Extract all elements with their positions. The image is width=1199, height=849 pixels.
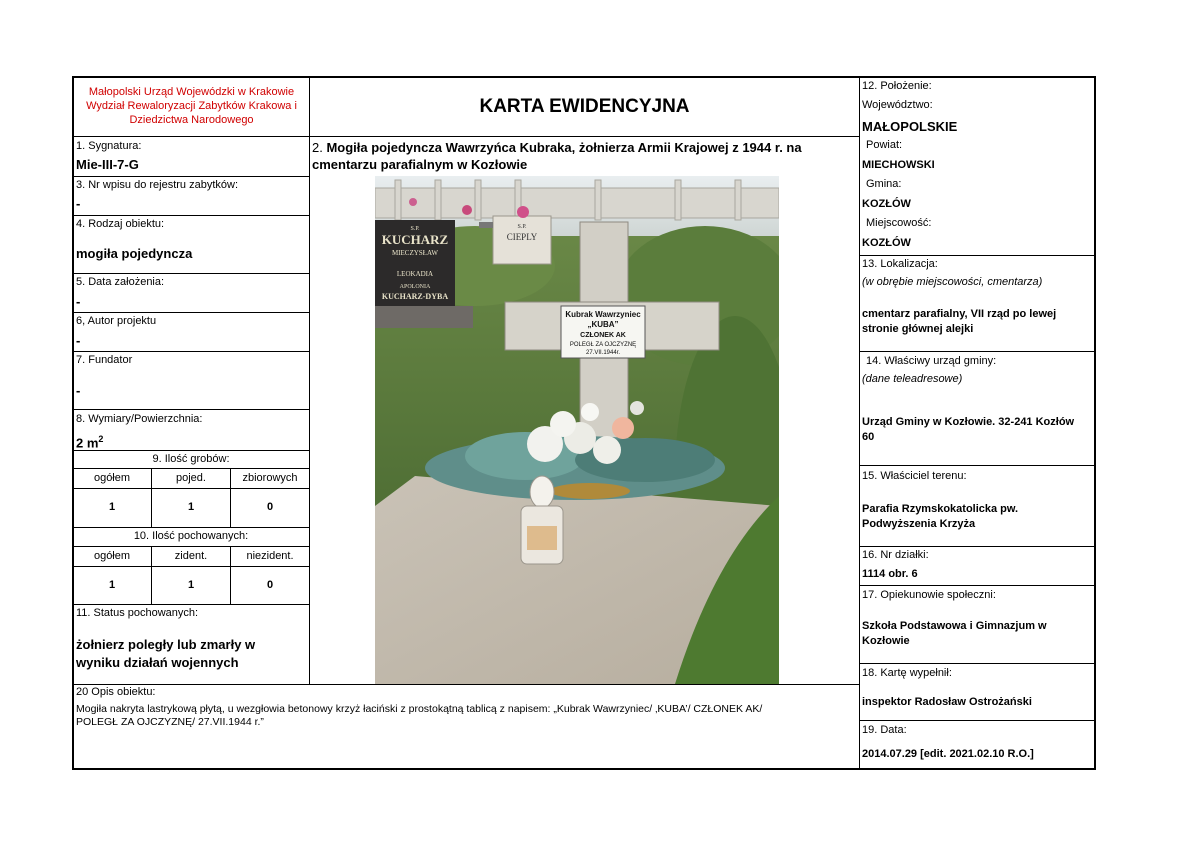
- divider: [859, 351, 1095, 352]
- grobow-value-total: 1: [108, 501, 116, 513]
- autor-label: 6, Autor projektu: [76, 315, 157, 327]
- miejscowosc-label: Miejscowość:: [866, 217, 932, 229]
- urzad-value: [862, 415, 1074, 445]
- gmina-value: KOZŁÓW: [862, 198, 911, 210]
- divider: [73, 527, 309, 528]
- institution-name: [74, 85, 309, 127]
- pochowanych-value-total: 1: [108, 579, 116, 591]
- miejscowosc-value: KOZŁÓW: [862, 237, 911, 249]
- gmina-label: Gmina:: [866, 178, 902, 190]
- pochowanych-header-total: ogółem: [93, 550, 131, 562]
- powiat-label: Powiat:: [866, 139, 903, 151]
- data-zalozenia-value: -: [76, 294, 81, 309]
- wymiary-value: [76, 431, 103, 451]
- plaque-line: 27.VII.1944r.: [585, 350, 621, 356]
- institution-line: Dziedzictwa Narodowego: [129, 114, 254, 126]
- divider: [73, 215, 309, 216]
- tomb-line: APOLONIA: [399, 284, 431, 290]
- grobow-header-collective: zbiorowych: [242, 472, 298, 484]
- tomb-line: MIECZYSŁAW: [391, 249, 439, 257]
- divider: [73, 351, 309, 352]
- status-value: [76, 636, 255, 672]
- fundator-value: -: [76, 383, 81, 398]
- pochowanych-value-unidentified: 0: [266, 579, 274, 591]
- tomb-line: S.P.: [517, 224, 527, 230]
- pochowanych-value-identified: 1: [187, 579, 195, 591]
- grobow-label: 9. Ilość grobów:: [152, 453, 230, 465]
- fundator-label: 7. Fundator: [76, 354, 133, 366]
- urzad-line: 60: [862, 431, 875, 443]
- divider: [73, 566, 309, 567]
- grobow-header-single: pojed.: [176, 472, 206, 484]
- tomb-line: LEOKADIA: [396, 270, 434, 278]
- pochowanych-label: 10. Ilość pochowanych:: [133, 530, 249, 542]
- data-value: 2014.07.29 [edit. 2021.02.10 R.O.]: [862, 748, 1034, 760]
- opis-line: POLEGŁ ZA OJCZYZNĘ/ 27.VII.1944 r.”: [76, 716, 264, 728]
- opiekunowie-line: Kozłowie: [862, 635, 910, 647]
- grobow-header-total: ogółem: [93, 472, 131, 484]
- autor-value: -: [76, 333, 81, 348]
- status-line: wyniku działań wojennych: [76, 655, 239, 670]
- object-name-line: cmentarzu parafialnym w Kozłowie: [312, 157, 528, 172]
- wypelnil-label: 18. Kartę wypełnił:: [862, 667, 952, 679]
- object-name-line: Mogiła pojedyncza Wawrzyńca Kubraka, żołnierza Armii Krajowej z 1944 r. na: [326, 140, 802, 155]
- plaque-line: CZŁONEK AK: [580, 332, 626, 339]
- opiekunowie-line: Szkoła Podstawowa i Gimnazjum w: [862, 620, 1047, 632]
- urzad-hint: (dane teleadresowe): [862, 373, 963, 385]
- grobow-value-collective: 0: [266, 501, 274, 513]
- divider: [73, 409, 309, 410]
- lokalizacja-label: 13. Lokalizacja:: [862, 258, 938, 270]
- tomb-line: KUCHARZ: [381, 232, 449, 247]
- status-label: 11. Status pochowanych:: [76, 607, 199, 619]
- powiat-value: MIECHOWSKI: [862, 159, 935, 171]
- pochowanych-header-unidentified: niezident.: [246, 550, 294, 562]
- grave-photo-illustration: [375, 176, 779, 684]
- wojewodztwo-label: Województwo:: [862, 99, 933, 111]
- urzad-label: 14. Właściwy urząd gminy:: [866, 355, 997, 367]
- rodzaj-value: mogiła pojedyncza: [76, 246, 193, 261]
- institution-line: Małopolski Urząd Wojewódzki w Krakowie: [88, 86, 295, 98]
- divider: [73, 273, 309, 274]
- page-title: KARTA EWIDENCYJNA: [479, 96, 690, 117]
- divider: [73, 604, 309, 605]
- divider: [73, 450, 309, 451]
- divider: [859, 255, 1095, 256]
- wymiary-label: 8. Wymiary/Powierzchnia:: [76, 413, 203, 425]
- opis-value: [76, 703, 762, 729]
- wlasciciel-value: [862, 502, 1018, 532]
- wymiary-exponent: 2: [98, 434, 104, 444]
- dzialka-value: 1114 obr. 6: [862, 568, 918, 580]
- right-column-divider: [859, 77, 860, 769]
- divider: [73, 488, 309, 489]
- status-line: żołnierz poległy lub zmarły w: [76, 637, 256, 652]
- data-zalozenia-label: 5. Data założenia:: [76, 276, 165, 288]
- rejestr-label: 3. Nr wpisu do rejestru zabytków:: [76, 179, 239, 191]
- plaque-line: Kubrak Wawrzyniec: [565, 310, 641, 319]
- rodzaj-label: 4. Rodzaj obiektu:: [76, 218, 165, 230]
- divider: [859, 663, 1095, 664]
- divider: [859, 465, 1095, 466]
- divider: [73, 684, 859, 685]
- dzialka-label: 16. Nr działki:: [862, 549, 929, 561]
- grobow-value-single: 1: [187, 501, 195, 513]
- opis-line: Mogiła nakryta lastrykową płytą, u wezgłowia betonowy krzyż łaciński z prostokątną tablicą z napisem: „Kubrak Wawrzyniec/ ‚KUBA’/ CZŁONEK AK/: [76, 703, 763, 715]
- left-column-divider: [309, 77, 310, 685]
- wymiary-number: 2 m: [76, 435, 99, 451]
- divider: [73, 546, 309, 547]
- lokalizacja-line: cmentarz parafialny, VII rząd po lewej: [862, 308, 1057, 320]
- urzad-line: Urząd Gminy w Kozłowie. 32-241 Kozłów: [862, 416, 1075, 428]
- sygnatura-label: 1. Sygnatura:: [76, 140, 142, 152]
- lokalizacja-line: stronie głównej alejki: [862, 323, 974, 335]
- divider: [859, 546, 1095, 547]
- opis-label: 20 Opis obiektu:: [76, 686, 156, 698]
- object-name: [312, 139, 857, 173]
- grave-photo: [375, 176, 779, 684]
- tomb-line: CIEPLY: [506, 232, 538, 242]
- object-name-number: 2.: [312, 140, 323, 155]
- sygnatura-value: Mie-III-7-G: [76, 157, 139, 172]
- wojewodztwo-value: MAŁOPOLSKIE: [862, 119, 958, 134]
- tomb-line: S.P.: [410, 226, 420, 232]
- lokalizacja-hint: (w obrębie miejscowości, cmentarza): [862, 276, 1043, 288]
- data-label: 19. Data:: [862, 724, 907, 736]
- divider: [859, 585, 1095, 586]
- institution-line: Wydział Rewaloryzacji Zabytków Krakowa i: [86, 100, 297, 112]
- plaque-line: „KUBA”: [587, 320, 619, 329]
- wlasciciel-line: Podwyższenia Krzyża: [862, 518, 976, 530]
- opiekunowie-label: 17. Opiekunowie społeczni:: [862, 589, 996, 601]
- wypelnil-value: inspektor Radosław Ostrożański: [862, 696, 1032, 708]
- divider: [859, 720, 1095, 721]
- wlasciciel-line: Parafia Rzymskokatolicka pw.: [862, 503, 1019, 515]
- rejestr-value: -: [76, 196, 81, 211]
- wlasciciel-label: 15. Właściciel terenu:: [862, 470, 967, 482]
- divider: [73, 312, 309, 313]
- plaque-line: POLEGŁ ZA OJCZYZNĘ: [569, 342, 637, 348]
- lokalizacja-value: [862, 307, 1056, 337]
- tomb-line: KUCHARZ-DYBA: [381, 292, 449, 301]
- divider: [73, 176, 309, 177]
- polozenie-label: 12. Położenie:: [862, 80, 932, 92]
- divider: [73, 136, 859, 137]
- pochowanych-header-identified: zident.: [174, 550, 208, 562]
- opiekunowie-value: [862, 619, 1047, 649]
- divider: [73, 468, 309, 469]
